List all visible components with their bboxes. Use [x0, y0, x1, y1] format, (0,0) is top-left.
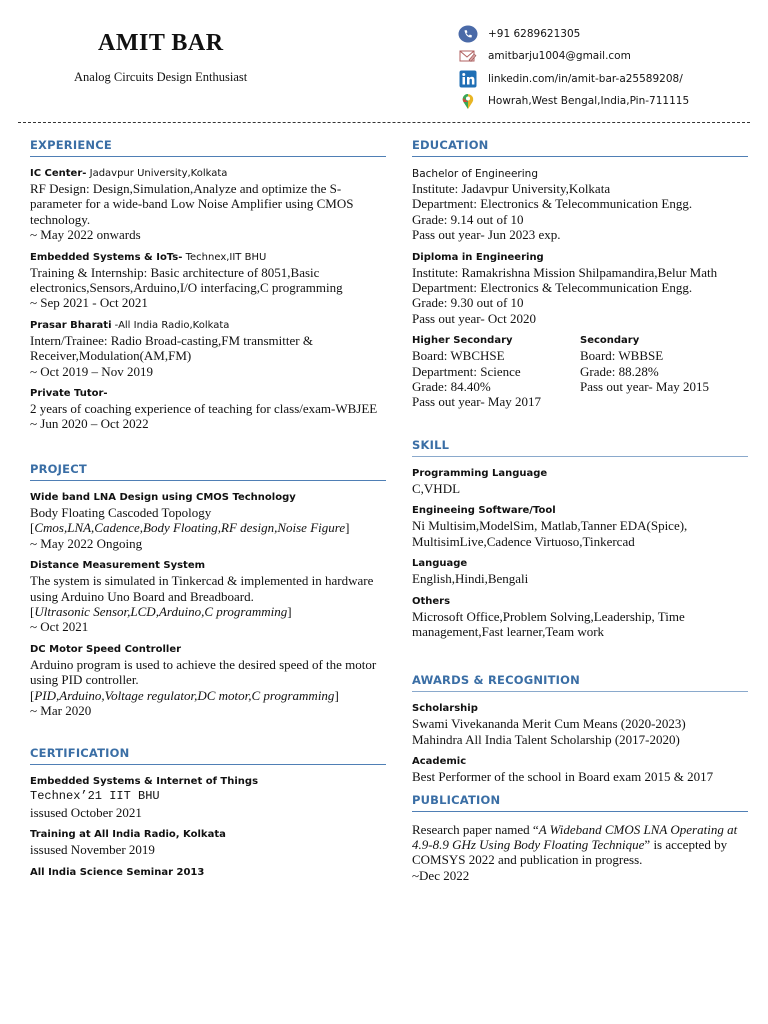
project-desc: The system is simulated in Tinkercad & implemented in hardware using Arduino Uno Board and Breadboard.: [30, 573, 374, 604]
award-line: Swami Vivekananda Merit Cum Means (2020-2023): [412, 716, 686, 732]
experience-desc: 2 years of coaching experience of teaching for class/exam-WBJEE: [30, 401, 378, 417]
award-item: [412, 755, 748, 784]
publication-suffix: ” is accepted by COMSYS 2022 and publication in progress.: [412, 836, 728, 868]
linkedin-icon: [458, 70, 478, 88]
higher-secondary-board: Board: WBCHSE: [412, 348, 505, 364]
project-desc: Body Floating Cascoded Topology: [30, 504, 212, 520]
project-item: [30, 559, 386, 635]
certification-item: [30, 866, 386, 880]
left-column: [30, 138, 386, 888]
experience-desc: Training & Internship: Basic architecture of 8051,Basic electronics,Sensors,Arduino,I/O interfacing,C programming: [30, 264, 343, 296]
skill-name: Programming Language: [412, 467, 548, 479]
skill-item: [412, 504, 748, 549]
award-line: Best Performer of the school in Board exam 2015 & 2017: [412, 769, 714, 785]
secondary-board: Board: WBBSE: [580, 348, 664, 364]
experience-heading: EXPERIENCE: [30, 138, 386, 157]
award-category: Academic: [412, 756, 467, 768]
certification-date: issused October 2021: [30, 804, 142, 820]
experience-date: ~ May 2022 onwards: [30, 227, 141, 243]
project-name: Distance Measurement System: [30, 560, 206, 572]
diploma-department: Department: Electronics & Telecommunication Engg.: [412, 280, 693, 296]
education-section: [412, 138, 748, 410]
skill-name: Language: [412, 558, 468, 570]
certification-name: All India Science Seminar 2013: [30, 866, 205, 878]
contact-location: [458, 91, 689, 111]
project-section: [30, 462, 386, 718]
skill-value: English,Hindi,Bengali: [412, 571, 529, 587]
higher-secondary: [412, 334, 580, 410]
certification-issuer: Technex’21 IIT BHU: [30, 789, 160, 804]
phone-icon: [458, 25, 478, 43]
secondary-passout: Pass out year- May 2015: [580, 379, 709, 395]
certification-date: issused November 2019: [30, 842, 155, 858]
project-tags-text: Ultrasonic Sensor,LCD,Arduino,C programming: [34, 603, 288, 619]
project-tags-text: Cmos,LNA,Cadence,Body Floating,RF design,Noise Figure: [34, 520, 346, 536]
experience-org-name: Prasar Bharati: [30, 319, 112, 331]
higher-secondary-grade: Grade: 84.40%: [412, 379, 491, 395]
award-category: Scholarship: [412, 703, 478, 715]
award-line: Mahindra All India Talent Scholarship (2017-2020): [412, 731, 680, 747]
higher-secondary-passout: Pass out year- May 2017: [412, 394, 541, 410]
certification-section: [30, 746, 386, 879]
degree-institute: Institute: Jadavpur University,Kolkata: [412, 181, 611, 196]
project-desc: Arduino program is used to achieve the desired speed of the motor using PID controller.: [30, 656, 377, 688]
education-heading: EDUCATION: [412, 138, 748, 157]
experience-item: [30, 387, 386, 432]
project-tags: [PID,Arduino,Voltage regulator,DC motor,C programming]: [30, 687, 339, 703]
certification-item: [30, 775, 386, 820]
project-item: [30, 491, 386, 551]
publication-prefix: Research paper named “: [412, 821, 539, 837]
skill-value: C,VHDL: [412, 480, 461, 496]
publication-heading: PUBLICATION: [412, 793, 748, 812]
skill-item: [412, 595, 748, 640]
education-degree: [412, 167, 748, 243]
location-pin-icon: [458, 92, 478, 110]
contact-phone: [458, 24, 580, 44]
experience-section: [30, 138, 386, 432]
skill-value: Ni Multisim,ModelSim, Matlab,Tanner EDA(Spice), MultisimLive,Cadence Virtuoso,Tinkercad: [412, 518, 688, 549]
experience-item: [30, 167, 386, 243]
degree-grade: Grade: 9.14 out of 10: [412, 211, 524, 227]
project-item: [30, 643, 386, 719]
education-diploma: [412, 251, 748, 327]
diploma-passout: Pass out year- Oct 2020: [412, 310, 536, 326]
project-tags-text: PID,Arduino,Voltage regulator,DC motor,C programming: [34, 687, 335, 703]
awards-section: [412, 673, 748, 784]
header-divider: [18, 122, 750, 123]
secondary: [580, 334, 748, 410]
resume-tagline: Analog Circuits Design Enthusiast: [74, 70, 248, 84]
experience-org-detail: -All India Radio,Kolkata: [111, 319, 230, 331]
experience-org-detail: Jadavpur University,Kolkata: [86, 168, 228, 179]
award-item: [412, 702, 748, 747]
contact-linkedin: [458, 69, 683, 89]
experience-org-name: Private Tutor-: [30, 388, 108, 400]
experience-date: ~ Jun 2020 – Oct 2022: [30, 416, 149, 432]
experience-date: ~ Oct 2019 – Nov 2019: [30, 363, 153, 379]
degree-department: Department: Electronics & Telecommunication Engg.: [412, 196, 693, 212]
project-date: ~ Oct 2021: [30, 619, 89, 635]
certification-name: Embedded Systems & Internet of Things: [30, 776, 259, 788]
experience-org-name: IC Center-: [30, 168, 87, 179]
experience-org: [30, 167, 386, 181]
publication-paper-title: A Wideband CMOS LNA Operating at 4.9-8.9 GHz Using Body Floating Technique: [412, 821, 738, 852]
location-text: Howrah,West Bengal,India,Pin-711115: [488, 95, 690, 107]
diploma-name: Diploma in Engineering: [412, 251, 544, 263]
publication-date: ~Dec 2022: [412, 867, 470, 883]
experience-org-detail: Technex,IIT BHU: [182, 251, 267, 263]
skill-item: [412, 557, 748, 586]
awards-heading: AWARDS & RECOGNITION: [412, 673, 748, 692]
secondary-name: Secondary: [580, 335, 640, 347]
contact-email: [458, 46, 631, 66]
resume-name: AMIT BAR: [98, 30, 224, 56]
email-address[interactable]: amitbarju1004@gmail.com: [488, 50, 631, 62]
skill-heading: SKILL: [412, 438, 748, 457]
experience-item: [30, 251, 386, 311]
experience-org: [30, 319, 386, 333]
diploma-grade: Grade: 9.30 out of 10: [412, 295, 524, 311]
experience-org-name: Embedded Systems & IoTs-: [30, 251, 183, 263]
degree-passout: Pass out year- Jun 2023 exp.: [412, 227, 561, 243]
phone-number[interactable]: +91 6289621305: [488, 28, 581, 40]
school-education: [412, 334, 748, 410]
publication-text: [412, 822, 748, 868]
certification-heading: CERTIFICATION: [30, 746, 386, 765]
higher-secondary-name: Higher Secondary: [412, 335, 513, 347]
degree-name: Bachelor of Engineering: [412, 168, 538, 180]
project-tags: [Ultrasonic Sensor,LCD,Arduino,C programming]: [30, 603, 292, 619]
project-heading: PROJECT: [30, 462, 386, 481]
linkedin-url[interactable]: linkedin.com/in/amit-bar-a25589208/: [488, 73, 683, 85]
publication-section: [412, 793, 748, 884]
experience-org: [30, 387, 386, 401]
experience-date: ~ Sep 2021 - Oct 2021: [30, 295, 148, 311]
skill-name: Others: [412, 595, 451, 607]
experience-desc: RF Design: Design,Simulation,Analyze and optimize the S-parameter for a wide-band Low Noise Amplifier using CMOS technology.: [30, 181, 354, 227]
diploma-institute: Institute: Ramakrishna Mission Shilpamandira,Belur Math: [412, 264, 718, 280]
secondary-grade: Grade: 88.28%: [580, 363, 659, 379]
mail-icon: [458, 47, 478, 65]
skill-section: [412, 438, 748, 639]
certification-name: Training at All India Radio, Kolkata: [30, 829, 226, 841]
project-date: ~ Mar 2020: [30, 702, 92, 718]
skill-value: Microsoft Office,Problem Solving,Leadership, Time management,Fast learner,Team work: [412, 608, 685, 639]
certification-item: [30, 828, 386, 857]
experience-desc: Intern/Trainee: Radio Broad-casting,FM transmitter & Receiver,Modulation(AM,FM): [30, 332, 313, 364]
experience-item: [30, 319, 386, 379]
right-column: [412, 138, 748, 883]
project-name: Wide band LNA Design using CMOS Technology: [30, 491, 296, 503]
higher-secondary-department: Department: Science: [412, 363, 521, 379]
skill-name: Engineeing Software/Tool: [412, 505, 556, 517]
experience-org: [30, 251, 386, 265]
project-tags: [Cmos,LNA,Cadence,Body Floating,RF design,Noise Figure]: [30, 520, 350, 536]
project-name: DC Motor Speed Controller: [30, 643, 182, 655]
skill-item: [412, 467, 748, 496]
project-date: ~ May 2022 Ongoing: [30, 535, 143, 551]
